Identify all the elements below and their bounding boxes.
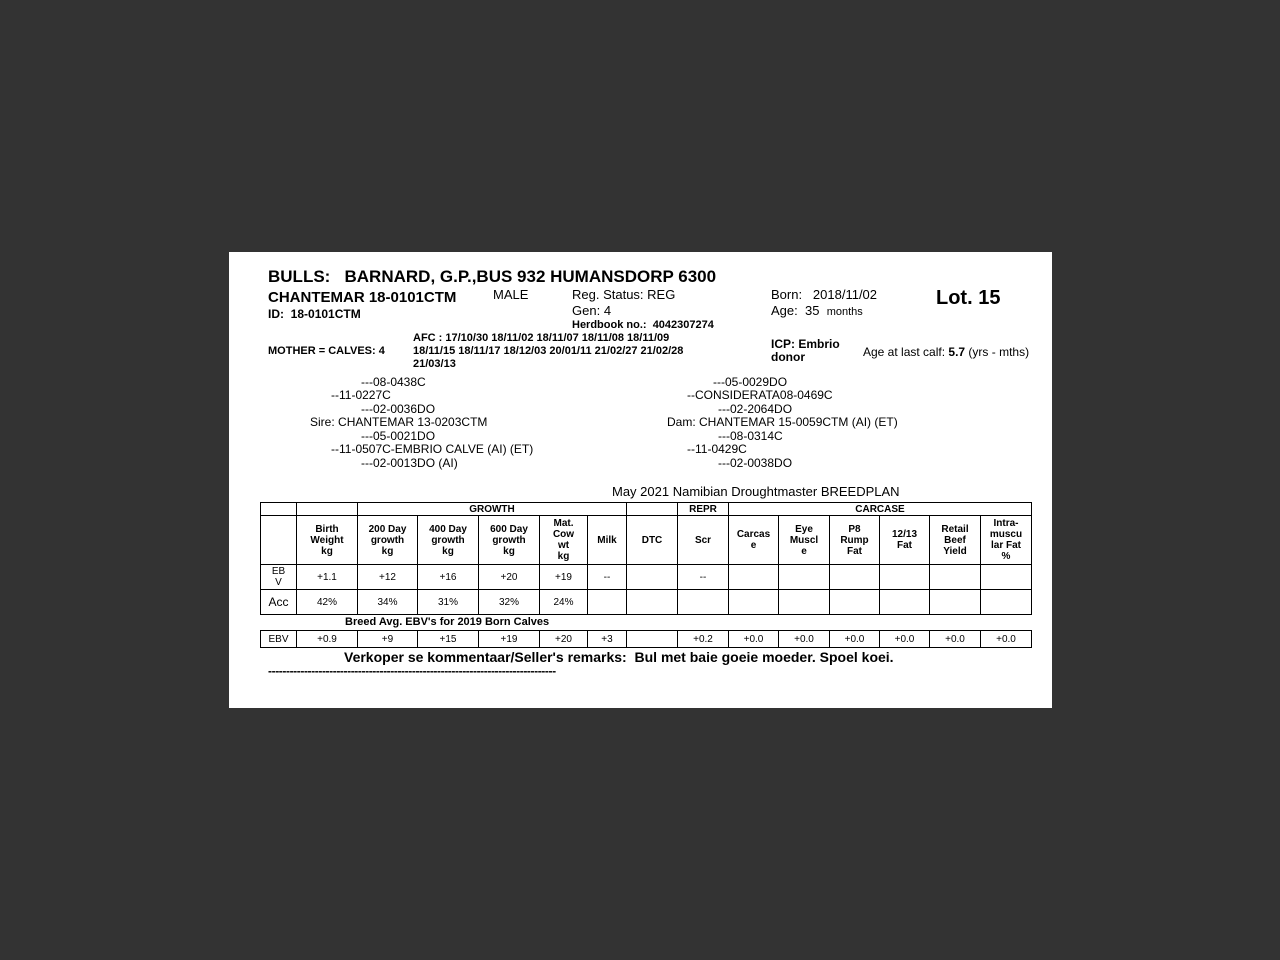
generation: Gen: 4 (572, 303, 612, 318)
breed-avg-cell: +0.0 (930, 631, 981, 648)
breedplan-title: May 2021 Namibian Droughtmaster BREEDPLAN (612, 484, 900, 499)
dam-grandsire-sire: ---05-0029DO (713, 375, 788, 389)
breed-avg-cell: +19 (479, 631, 540, 648)
col-header-carcase: Carcas e (729, 516, 779, 565)
group-growth: GROWTH (358, 503, 627, 516)
sire-grandsire-dam: ---02-0036DO (361, 402, 436, 416)
born-date: Born: 2018/11/02 (771, 287, 878, 302)
acc-row-label: Acc (261, 590, 297, 615)
ebv-cell (729, 565, 779, 590)
ebv-cell: +16 (418, 565, 479, 590)
icp: ICP: Embrio donor (771, 337, 840, 364)
afc-dates: AFC : 17/10/30 18/11/02 18/11/07 18/11/08 18/11/09 18/11/15 18/11/17 18/12/03 20/01/11 21/02/27 21/02/28 21/03/13 (413, 332, 684, 370)
col-header-imf: Intra- muscu lar Fat % (981, 516, 1032, 565)
breed-avg-cell: +0.0 (880, 631, 930, 648)
category-label: BULLS: (268, 267, 331, 286)
acc-cell (779, 590, 830, 615)
reg-status: Reg. Status: REG (572, 287, 676, 302)
col-header-p8-rump-fat: P8 Rump Fat (830, 516, 880, 565)
breed-avg-cell: +0.0 (779, 631, 830, 648)
col-header-600-day: 600 Day growth kg (479, 516, 540, 565)
ebv-cell: +1.1 (297, 565, 358, 590)
acc-cell: 34% (358, 590, 418, 615)
dam-granddam: --11-0429C (687, 442, 747, 456)
ebv-cell (930, 565, 981, 590)
breed-avg-cell: +15 (418, 631, 479, 648)
col-header-birth-weight: Birth Weight kg (297, 516, 358, 565)
breed-avg-cell: +9 (358, 631, 418, 648)
ebv-table (260, 502, 1032, 615)
acc-cell (830, 590, 880, 615)
catalogue-sheet (229, 252, 1052, 708)
herdbook-number: Herdbook no.: 4042307274 (572, 319, 714, 331)
acc-cell (627, 590, 678, 615)
breed-avg-label: EBV (261, 631, 297, 648)
sire-granddam-sire: ---05-0021DO (361, 429, 436, 443)
ebv-cell (779, 565, 830, 590)
seller-remarks: Verkoper se kommentaar/Seller's remarks: Bul met baie goeie moeder. Spoel koei. (344, 649, 894, 665)
dam-granddam-dam: ---02-0038DO (718, 456, 793, 470)
ebv-cell: -- (588, 565, 627, 590)
header-title (268, 267, 716, 287)
sire: Sire: CHANTEMAR 13-0203CTM (310, 415, 488, 429)
group-repr: REPR (678, 503, 729, 516)
acc-cell (880, 590, 930, 615)
sire-granddam: --11-0507C-EMBRIO CALVE (AI) (ET) (331, 442, 534, 456)
col-header-eye-muscle: Eye Muscl e (779, 516, 830, 565)
animal-sex: MALE (493, 287, 529, 302)
breed-avg-cell: +0.0 (830, 631, 880, 648)
ebv-cell: +12 (358, 565, 418, 590)
acc-row (261, 590, 1032, 615)
acc-cell (678, 590, 729, 615)
ebv-row-label: EB V (261, 565, 297, 590)
ebv-cell (981, 565, 1032, 590)
breed-avg-cell (627, 631, 678, 648)
col-header-200-day: 200 Day growth kg (358, 516, 418, 565)
breed-avg-cell: +0.2 (678, 631, 729, 648)
ebv-cell (627, 565, 678, 590)
age: Age: 35 months (771, 303, 863, 318)
dam-grandsire: --CONSIDERATA08-0469C (687, 388, 833, 402)
breeder-address: BARNARD, G.P.,BUS 932 HUMANSDORP 6300 (344, 267, 717, 286)
acc-cell (981, 590, 1032, 615)
breed-avg-row (261, 631, 1032, 648)
col-header-scr: Scr (678, 516, 729, 565)
dam-granddam-sire: ---08-0314C (718, 429, 783, 443)
sire-grandsire-sire: ---08-0438C (361, 375, 426, 389)
breed-avg-cell: +0.0 (729, 631, 779, 648)
acc-cell: 42% (297, 590, 358, 615)
acc-cell (729, 590, 779, 615)
breed-avg-table (260, 630, 1032, 648)
sire-grandsire: --11-0227C (331, 388, 391, 402)
ebv-cell: +20 (479, 565, 540, 590)
dashed-rule: -------------------------------------------------------------------------------- (268, 664, 556, 678)
acc-cell (588, 590, 627, 615)
dam-grandsire-dam: ---02-2064DO (718, 402, 793, 416)
col-header-milk: Milk (588, 516, 627, 565)
breed-avg-cell: +0.0 (981, 631, 1032, 648)
acc-cell: 24% (540, 590, 588, 615)
breed-avg-cell: +3 (588, 631, 627, 648)
col-header-dtc: DTC (627, 516, 678, 565)
col-header-12-13-fat: 12/13 Fat (880, 516, 930, 565)
ebv-cell (880, 565, 930, 590)
ebv-cell: +19 (540, 565, 588, 590)
group-carcase: CARCASE (729, 503, 1032, 516)
animal-name: CHANTEMAR 18-0101CTM (268, 289, 457, 306)
ebv-cell: -- (678, 565, 729, 590)
breed-avg-cell: +0.9 (297, 631, 358, 648)
acc-cell: 31% (418, 590, 479, 615)
col-header-mat-cow-wt: Mat. Cow wt kg (540, 516, 588, 565)
sire-granddam-dam: ---02-0013DO (AI) (361, 456, 458, 470)
mother-calves: MOTHER = CALVES: 4 (268, 345, 385, 357)
animal-id: ID: 18-0101CTM (268, 307, 361, 321)
age-last-calf: Age at last calf: 5.7 (yrs - mths) (863, 345, 1030, 359)
dam: Dam: CHANTEMAR 15-0059CTM (AI) (ET) (667, 415, 898, 429)
col-header-blank (261, 516, 297, 565)
lot-number: Lot. 15 (936, 287, 1001, 309)
acc-cell: 32% (479, 590, 540, 615)
ebv-row (261, 565, 1032, 590)
col-header-retail-beef-yield: Retail Beef Yield (930, 516, 981, 565)
acc-cell (930, 590, 981, 615)
col-header-400-day: 400 Day growth kg (418, 516, 479, 565)
group-header-row (261, 503, 1032, 516)
ebv-cell (830, 565, 880, 590)
breed-avg-cell: +20 (540, 631, 588, 648)
column-header-row (261, 516, 1032, 565)
breed-avg-title: Breed Avg. EBV's for 2019 Born Calves (345, 616, 550, 628)
